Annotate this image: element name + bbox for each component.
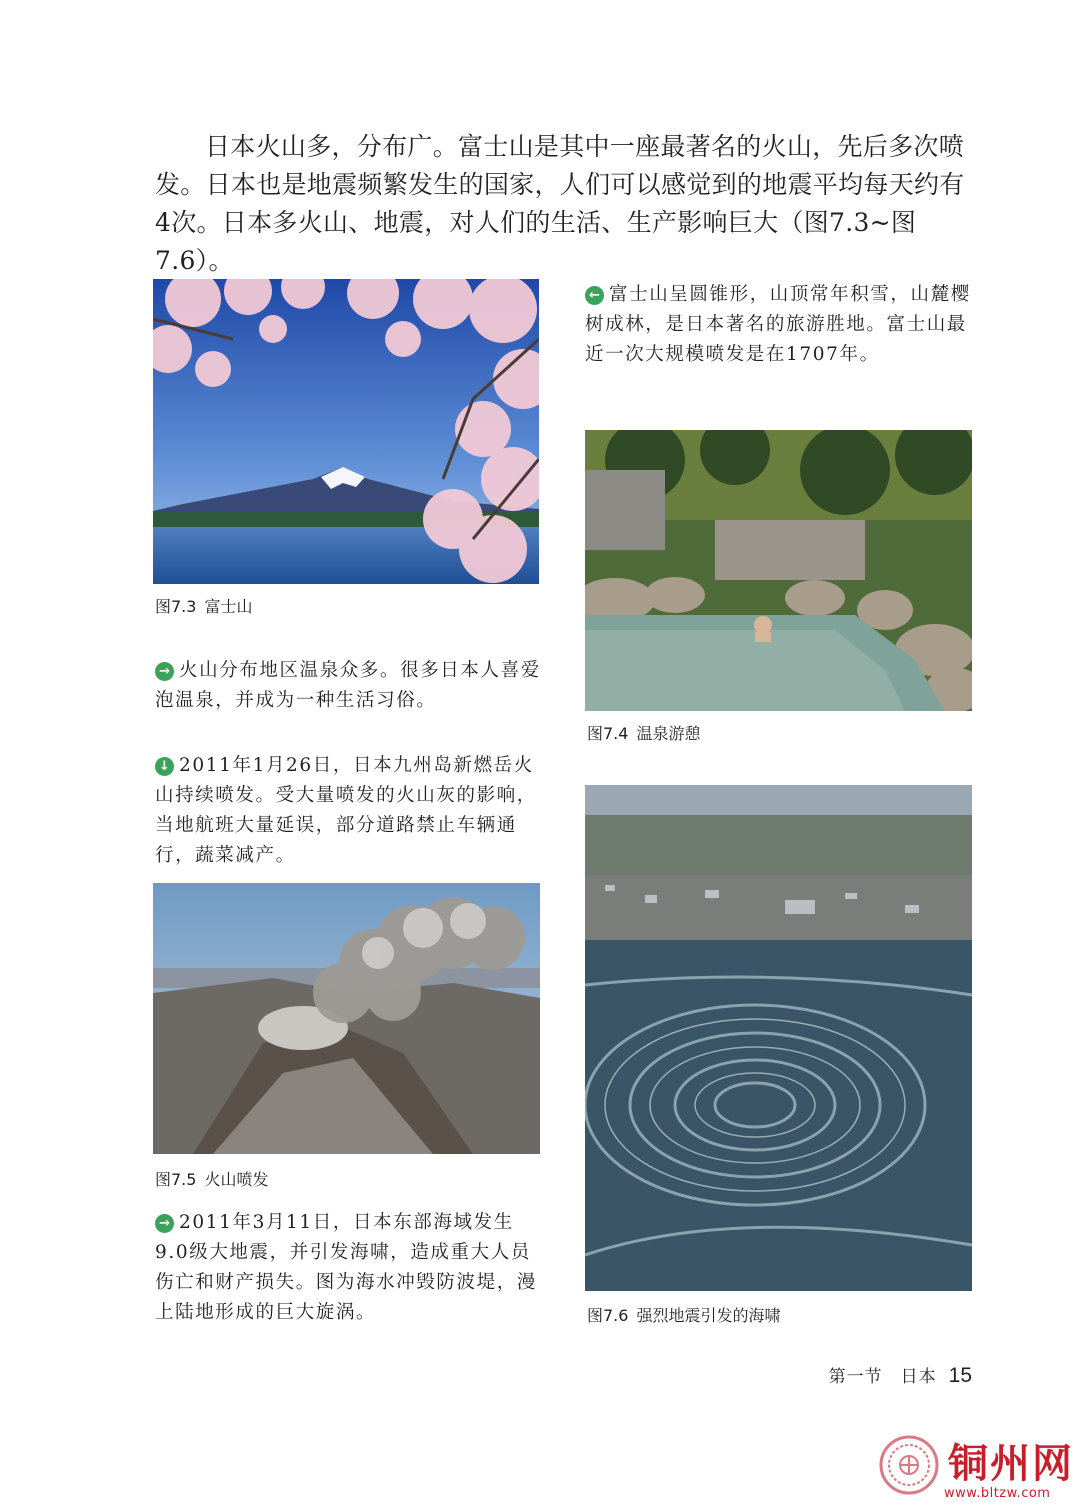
right-arrow-icon: →: [155, 662, 174, 681]
page-footer: [829, 1362, 972, 1388]
hot-spring-note: → 火山分布地区温泉众多。很多日本人喜爱泡温泉，并成为一种生活习俗。: [155, 660, 541, 711]
watermark-brand: 铜州网: [948, 1440, 1074, 1487]
page-number: 15: [948, 1364, 972, 1387]
section-title: 第一节 日本: [828, 1367, 937, 1387]
intro-paragraph: 日本火山多，分布广。富士山是其中一座最著名的火山，先后多次喷发。日本也是地震频繁发生的国家，人们可以感觉到的地震平均每天约有4次。日本多火山、地震，对人们的生活、生产影响巨大（图7.3~图7.6）。: [155, 132, 965, 275]
seal-icon: [878, 1434, 940, 1496]
tsunami-photo: [585, 785, 972, 1291]
figure-7-3-caption: 图7.3 富士山: [155, 597, 253, 616]
fuji-note: ← 富士山呈圆锥形，山顶常年积雪，山麓樱树成林，是日本著名的旅游胜地。富士山最近一次大规模喷发是在1707年。: [585, 284, 971, 365]
tsunami-note: → 2011年3月11日，日本东部海域发生9.0级大地震，并引发海啸，造成重大人员伤亡和财产损失。图为海水冲毁防波堤，漫上陆地形成的巨大旋涡。: [155, 1212, 537, 1323]
left-arrow-icon: ←: [585, 286, 604, 305]
right-arrow-icon: →: [155, 1214, 174, 1233]
volcano-photo: [153, 883, 540, 1154]
volcano-note: ↓ 2011年1月26日，日本九州岛新燃岳火山持续喷发。受大量喷发的火山灰的影响，当地航班大量延误，部分道路禁止车辆通行，蔬菜减产。: [155, 755, 537, 866]
hot-spring-photo: [585, 430, 972, 711]
watermark: [878, 1428, 1078, 1512]
fuji-photo: [153, 279, 539, 584]
figure-7-5-caption: 图7.5 火山喷发: [155, 1170, 269, 1189]
watermark-url: www.bltzw.com: [944, 1486, 1051, 1501]
figure-7-4-caption: 图7.4 温泉游憩: [587, 724, 701, 743]
figure-7-6-caption: 图7.6 强烈地震引发的海啸: [587, 1306, 781, 1325]
down-arrow-icon: ↓: [155, 757, 174, 776]
